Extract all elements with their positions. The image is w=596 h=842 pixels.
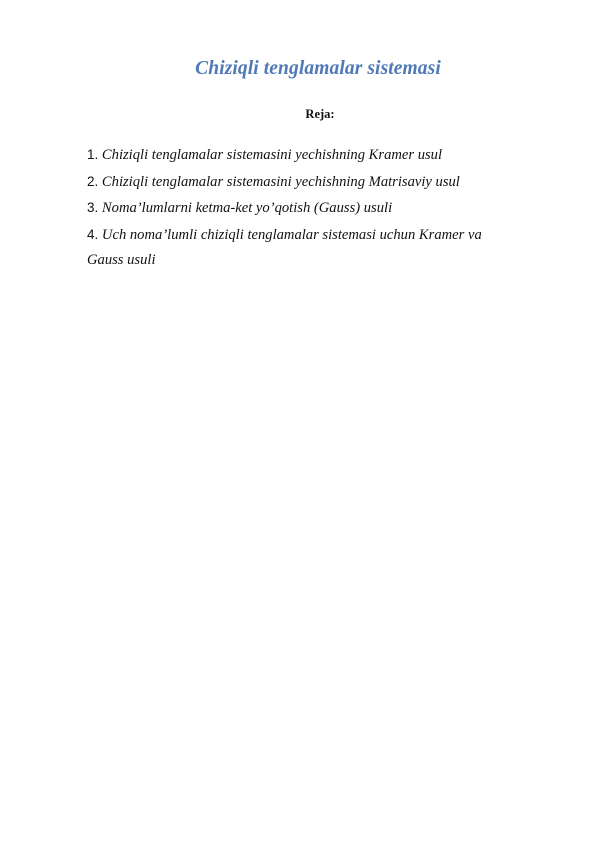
list-item-number: 2.: [87, 173, 99, 189]
plan-heading: Reja:: [305, 107, 335, 121]
plan-list: [87, 142, 527, 274]
list-item-text: Chiziqli tenglamalar sistemasini yechishning Matrisaviy usul: [101, 173, 460, 190]
list-item-number: 4.: [87, 226, 99, 242]
list-item: [87, 142, 527, 169]
page-title: Chiziqli tenglamalar sistemasi: [195, 58, 441, 79]
list-item-text: Uch noma’lumli chiziqli tenglamalar sistemasi uchun Kramer va Gauss usuli: [87, 226, 482, 268]
list-item-text: Noma’lumlarni ketma-ket yo’qotish (Gauss) usuli: [101, 200, 393, 216]
list-item: [87, 169, 527, 196]
list-item-number: 3.: [87, 200, 99, 215]
list-item-text: Chiziqli tenglamalar sistemasini yechishning Kramer usul: [101, 147, 443, 163]
list-item-number: 1.: [87, 147, 99, 162]
list-item: [87, 222, 517, 274]
list-item: [87, 195, 527, 222]
